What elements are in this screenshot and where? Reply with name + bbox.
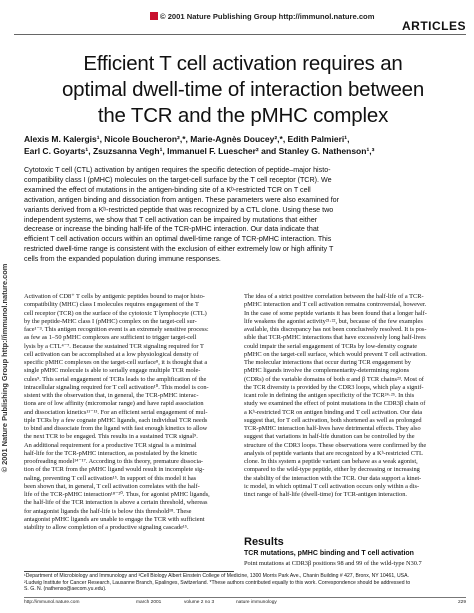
body-text-line: pMHC on the target-cell surface, which would prevent T cell activation. — [244, 350, 427, 358]
results-heading: Results — [244, 536, 284, 548]
body-text-line: An additional requirement for a productive TCR signal is a minimal — [24, 441, 197, 449]
body-text-line: The idea of a strict positive correlation between the half-life of a TCR- — [244, 293, 424, 300]
body-text-line: cell receptor (TCR) on the surface of the cytotoxic T lymphocyte (CTL) — [24, 309, 207, 317]
body-text-line: life of the TCR-pMHC interaction¹⁸⁻²⁰. Thus, for agonist pMHC ligands, — [24, 491, 210, 498]
body-column-left — [24, 293, 236, 532]
footnote-rule — [24, 571, 234, 572]
body-text-line: tion of the TCR from the pMHC ligand would result in incomplete sig- — [24, 466, 205, 474]
body-text-line: The molecular interactions that occur during TCR engagement by — [244, 359, 411, 366]
body-text-line: as few as 1–50 pMHC complexes are sufficient to trigger target-cell — [24, 334, 197, 342]
footer-volume: volume 2 no 3 — [184, 600, 215, 605]
abstract-line: examined the effect of mutations in the antigen-binding site of a Kᵇ-restricted TCR on T cell — [24, 185, 311, 194]
body-text-line: suggest that variations in half-life duration can be controlled by the — [244, 433, 415, 441]
title-line: optimal dwell-time of interaction between — [61, 78, 425, 101]
abstract-line: compatibility class I (pMHC) molecules on the target-cell surface by the T cell receptor (TCR). We — [24, 175, 332, 184]
body-text-line: (CDRs) of the variable domains of both α and β TCR chains²³. Most of — [244, 375, 424, 383]
page-number: 229 — [457, 600, 466, 605]
body-text-line: compared to the wild-type peptide, either by decreasing or increasing — [244, 466, 420, 474]
footnote-line: ²Ludwig Institute for Cancer Research, Lausanne Branch, Epalinges, Switzerland. *These authors contributed equally to this work. Correspondence should be addressed to — [24, 579, 411, 586]
body-text-line: been shown that, in general, T cell activation correlates with the half- — [24, 482, 200, 490]
body-text-line: Activation of CD8⁺ T cells by antigenic peptides bound to major histo- — [24, 293, 205, 300]
body-text-line: lysis by a CTL⁴⁻⁷. Because the sustained TCR signaling required for T — [24, 342, 204, 350]
body-text-line: sible that TCR-pMHC interactions that have excessively long half-lives — [244, 334, 426, 342]
body-text-line: face¹⁻³. This antigen recognition event is an extremely sensitive process: — [24, 326, 209, 333]
affiliations-footnote — [24, 573, 466, 593]
page-footer — [24, 600, 466, 608]
body-text-line: tinct range of half-life (dwell-time) for TCR-antigen interaction. — [244, 491, 407, 498]
body-text-line: tions are of low affinity (micromolar range) and have rapid association — [24, 400, 204, 408]
abstract-line: variants derived from a Kᵇ-restricted peptide that was recognized by a CTL clone. Using these two — [24, 205, 334, 214]
side-copyright-strip: © 2001 Nature Publishing Group http://immunol.nature.com — [0, 263, 9, 473]
abstract-line: cells from the expanded population during immune responses. — [24, 255, 221, 264]
footnote-line: ¹Department of Microbiology and Immunology and ³Cell Biology Albert Einstein College of Medicine, 1300 Morris Park Ave., Chanin Building # 427, Bronx, NY 10461, USA. — [24, 573, 409, 579]
body-text-line: proofreading model¹⁴⁻¹⁷. According to this theory, premature dissocia- — [24, 458, 204, 465]
footer-rule — [24, 597, 466, 598]
body-text-line: In the case of some peptide variants it has been found that a longer half- — [244, 309, 427, 317]
body-text-line: could impair the serial engagement of TCRs by low-density cognate — [244, 342, 418, 350]
publisher-logo-icon — [150, 12, 158, 20]
body-text-line: available, this discrepancy has not been conclusively resolved. It is pos- — [244, 326, 427, 333]
body-text-line: analysis of peptide variants that are recognized by a Kᵇ-restricted CTL — [244, 449, 423, 457]
abstract-line: Cytotoxic T cell (CTL) activation by antigen requires the specific detection of peptide–major histo- — [24, 166, 331, 174]
results-subheading: TCR mutations, pMHC binding and T cell activation — [244, 550, 414, 557]
abstract — [24, 166, 466, 265]
abstract-line: independent systems, we show that T cell activation can be impaired by mutations that either — [24, 215, 318, 224]
body-text-line: the half-life of the TCR interaction is above a certain threshold, whereas — [24, 499, 208, 507]
body-text-line: icant role in defining the antigen specificity of the TCR²⁴·²⁵. In this — [244, 392, 415, 399]
body-text-line: antagonist pMHC ligands are unable to engage the TCR with sufficient — [24, 515, 205, 523]
body-text-line: study we examined the effect of point mutations in the CDR3β chain of — [244, 400, 426, 408]
article-title — [20, 51, 466, 129]
body-text-line: the next TCR to be engaged. This results in a sustained TCR signal⁹. — [24, 433, 198, 441]
footer-date: march 2001 — [136, 600, 162, 605]
body-text-line: by the peptide-MHC class I (pMHC) complex on the target-cell sur- — [24, 317, 197, 325]
body-column-right — [244, 293, 456, 499]
abstract-line: restricted dwell-time range is consistent with the exclusion of either extremely low or high affinity T — [24, 245, 334, 254]
results-text: Point mutations at CDR3β positions 98 and 99 of the wild-type N30.7 — [244, 560, 422, 567]
body-text-line: for antagonist ligands the half-life is below this threshold¹⁸. These — [24, 507, 192, 515]
abstract-line: efficient T cell activation occurs within an optimal dwell-time range of TCR-pMHC interaction. This — [24, 235, 332, 244]
author-line: Earl C. Goyarts¹, Zsuzsanna Vegh¹, Immanuel F. Luescher² and Stanley G. Nathenson¹,³ — [24, 146, 375, 156]
author-line: Alexis M. Kalergis¹, Nicole Boucheron²,*, Marie-Agnès Doucey²,*, Edith Palmieri¹, — [24, 134, 350, 144]
section-label: ARTICLES — [402, 19, 466, 33]
body-text-line: structure of the CDR3 loops. These observations were confirmed by the — [244, 441, 427, 449]
title-line: Efficient T cell activation requires an — [83, 52, 403, 75]
body-text-line: sistent with the observation that, in general, the TCR-pMHC interac- — [24, 392, 199, 399]
body-text-line: single pMHC molecule is able to serially engage multiple TCR mole- — [24, 367, 201, 375]
body-text-line: the TCR diversity is provided by the CDR3 loops, which play a signif- — [244, 383, 424, 391]
body-text-line: tiple TCRs by a few cognate pMHC ligands, each individual TCR needs — [24, 416, 208, 424]
body-text-line: specific pMHC complexes on the target-cell surface⁸, it is thought that a — [24, 359, 208, 366]
header-rule — [14, 34, 466, 35]
footer-url: http://immunol.nature.com — [24, 600, 80, 605]
body-text-line: TCR-pMHC interaction half-lives have detrimental effects. They also — [244, 425, 421, 432]
body-text-line: naling, preventing T cell activation¹⁵. In support of this model it has — [24, 474, 197, 482]
body-text-line: pMHC ligands involve the complementarity-determining regions — [244, 367, 410, 375]
body-text-line: a Kᵇ-restricted TCR on antigen binding and T cell activation. Our data — [244, 408, 423, 416]
author-list — [24, 133, 466, 157]
body-text-line: compatibility (MHC) class I molecules requires engagement of the T — [24, 301, 199, 309]
title-line: the TCR and the pMHC complex — [97, 104, 389, 127]
footnote-line: S. G. N. (nathenso@aecom.yu.edu). — [24, 586, 107, 593]
body-text-line: to bind and dissociate from the ligand with fast enough kinetics to allow — [24, 425, 208, 432]
body-text-line: intracellular signaling required for T cell activation¹⁰. This model is con- — [24, 383, 209, 391]
body-text-line: life weakens the agonist activity²¹·²², but, because of the few examples — [244, 317, 423, 325]
body-text-line: and dissociation kinetics¹¹⁻¹³. For an efficient serial engagement of mul- — [24, 408, 208, 416]
body-text-line: suggest that, for T cell activation, both shortened as well as prolonged — [244, 416, 422, 424]
body-text-line: cell activation can be accomplished at a low physiological density of — [24, 350, 199, 358]
body-text-line: stability to allow completion of a productive signaling cascade¹⁵. — [24, 524, 189, 531]
body-text-line: half-life for the TCR-pMHC interaction, as postulated by the kinetic — [24, 449, 198, 457]
body-text-line: clone. In this system a peptide variant can behave as a weak agonist, — [244, 458, 418, 465]
body-text-line: cules⁹. This serial engagement of TCRs leads to the amplification of the — [24, 375, 207, 383]
footer-journal: nature immunology — [236, 600, 277, 605]
abstract-line: activation, antigen binding and dissociation from antigen. These parameters were also examined for — [24, 195, 340, 204]
body-text-line: the stability of the interaction with the TCR. Our data support a kinet- — [244, 474, 422, 482]
abstract-line: decrease or increase the binding half-life of the TCR-pMHC interaction. Our data indicate that — [24, 225, 319, 234]
body-text-line: pMHC interaction and T cell activation remains controversial, however. — [244, 301, 427, 309]
body-text-line: ic model, in which optimal T cell activation occurs only within a dis- — [244, 482, 420, 490]
publisher-line: © 2001 Nature Publishing Group http://immunol.nature.com — [160, 12, 375, 21]
